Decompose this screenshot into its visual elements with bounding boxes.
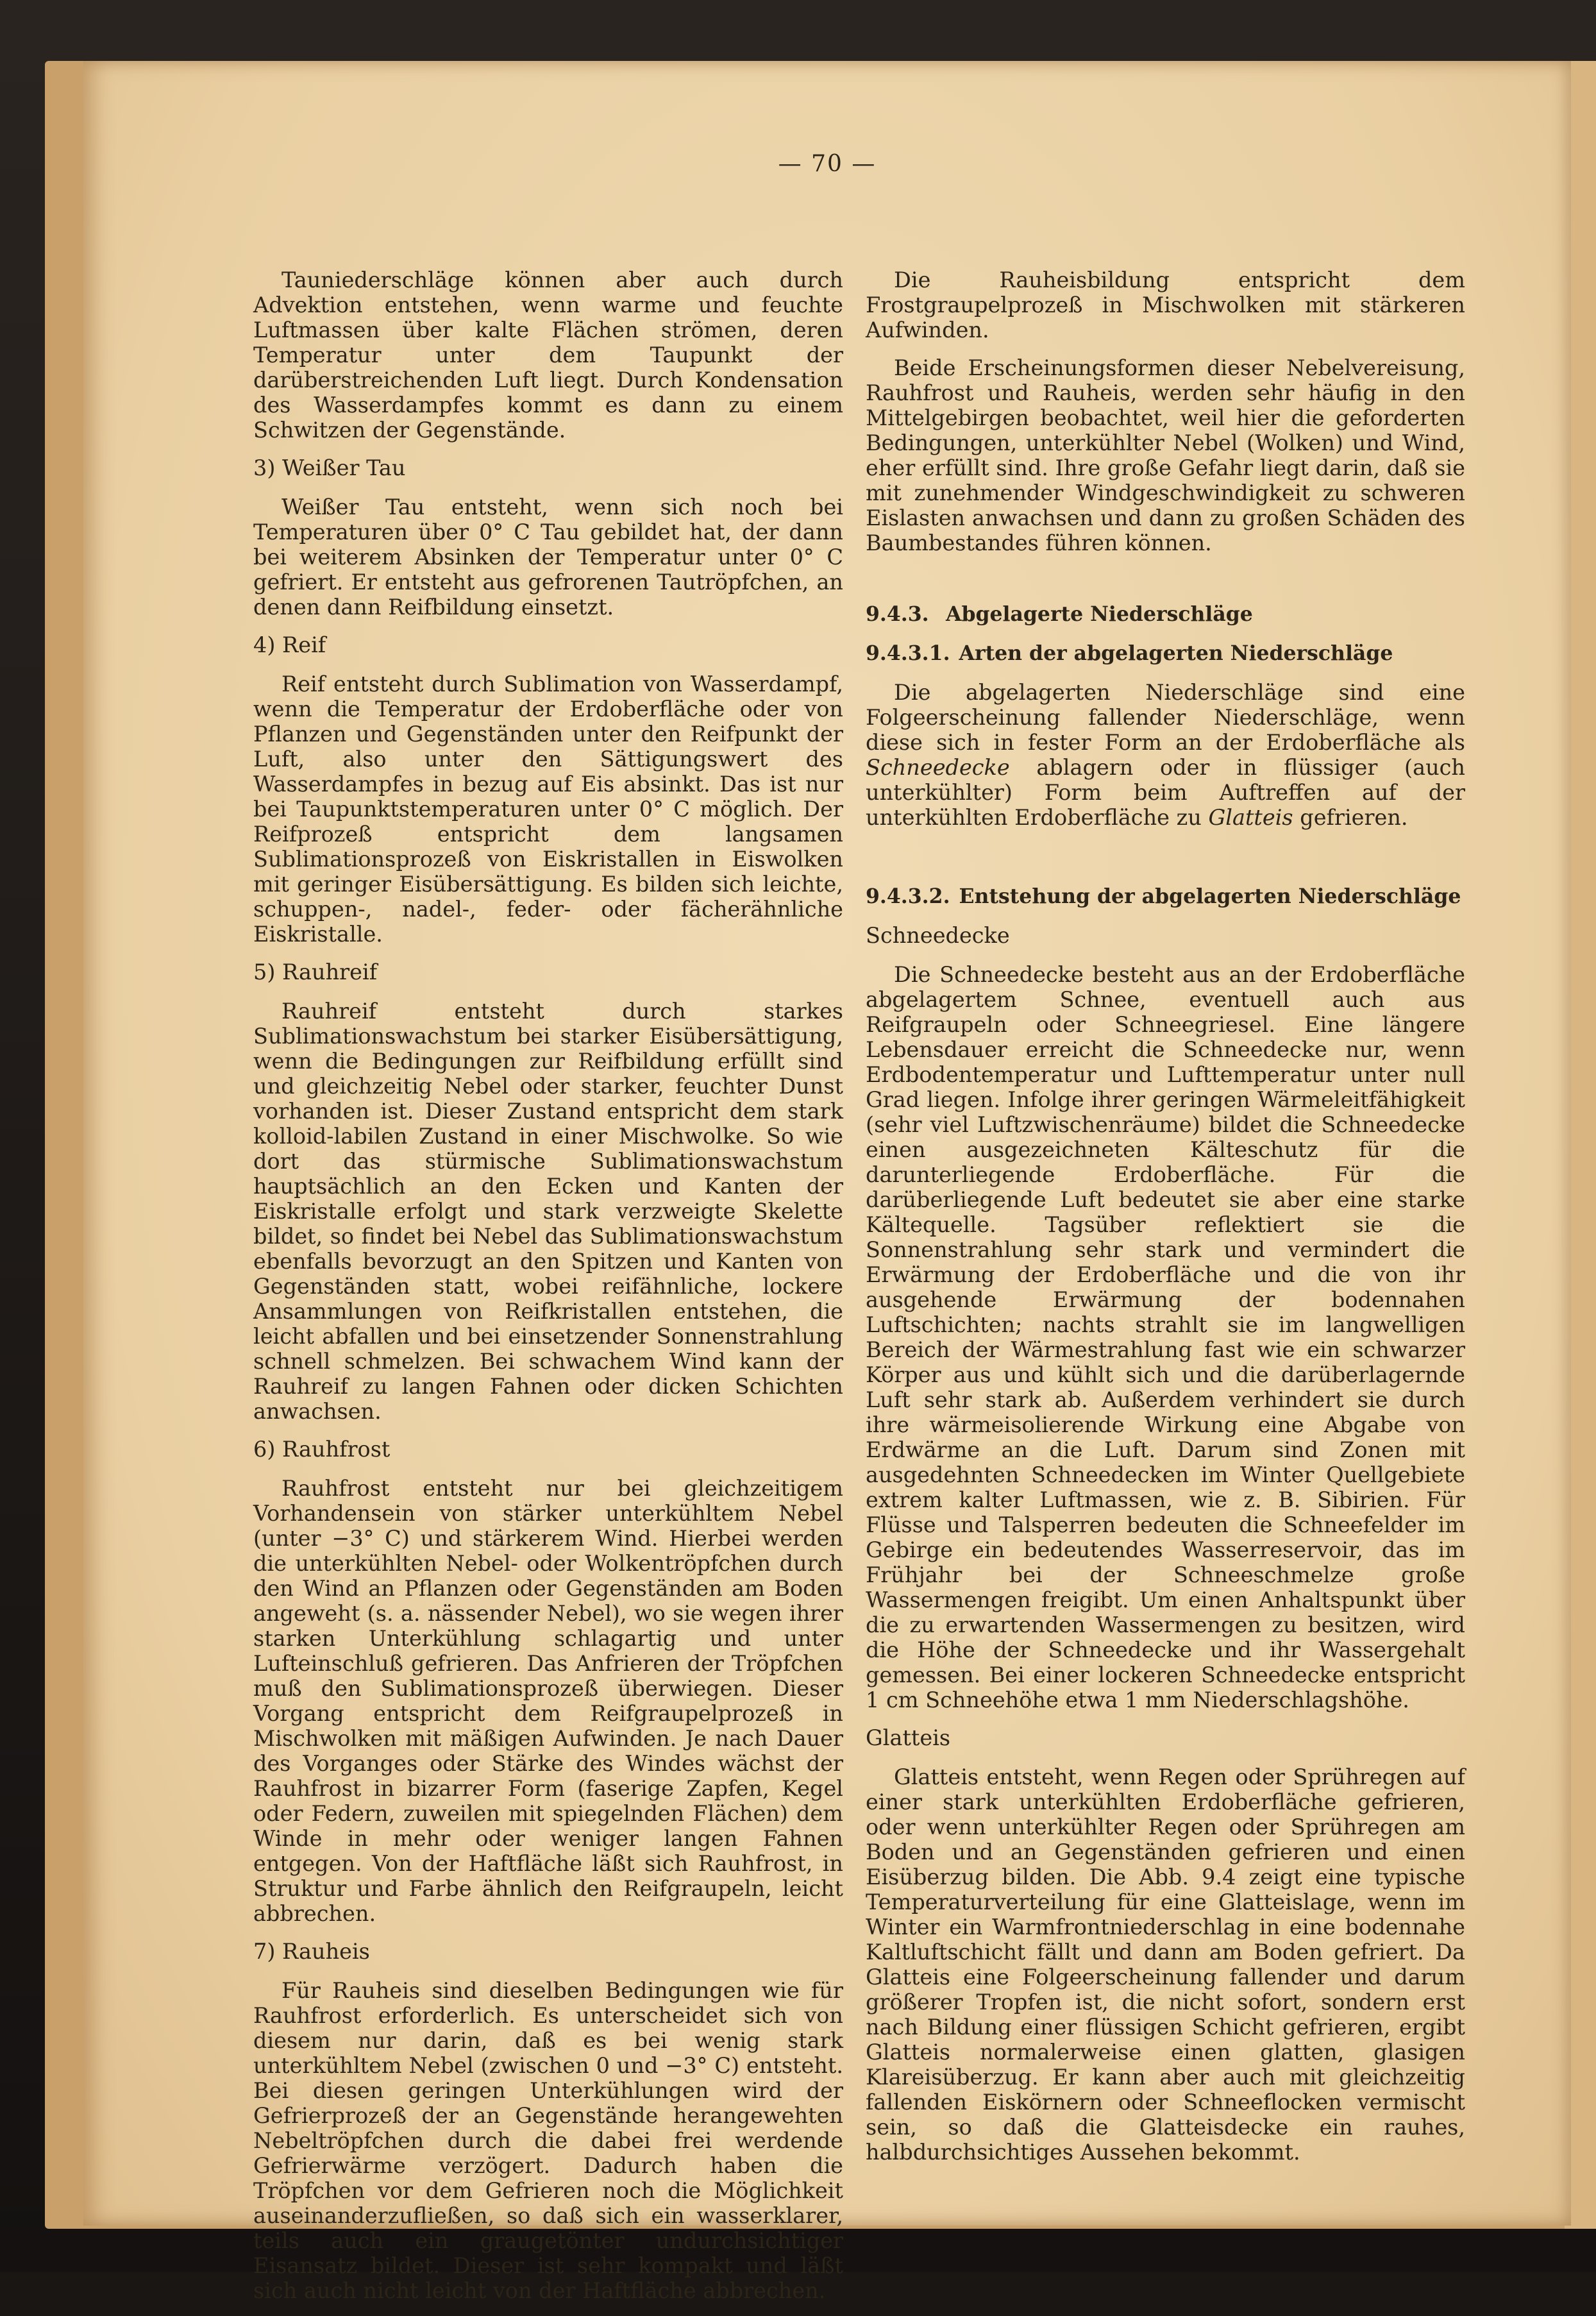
subheading-rauheis: 7) Rauheis: [253, 1939, 370, 1964]
paragraph-nebelvereisung: Beide Erscheinungsformen dieser Nebelvereisung, Rauhfrost und Rauheis, werden sehr häufig in den Mittelgebirgen beobachtet, weil hier die geforderten Bedingungen, unterkühlter Nebel (Wolken) und Wind, eher erfüllt sind. Ihre große Gefahr liegt darin, daß sie mit zunehmender Windgeschwindigkeit zu schweren Eislasten anwachsen und dann zu großen Schäden des Baumbestandes führen können.: [866, 355, 1465, 555]
section-title: Entstehung der abgelagerten Niederschläge: [959, 884, 1461, 908]
section-heading-9-4-3-1: [866, 641, 1465, 666]
paragraph-arten: Die abgelagerten Niederschläge sind eine Folgeerscheinung fallender Niederschläge, wenn diese sich in fester Form an der Erdoberfläche als Schneedecke ablagern oder in flüssiger (auch unterkühlter) Form beim Auftreffen auf der unterkühlten Erdoberfläche zu Glatteis gefrieren.: [866, 680, 1465, 830]
paragraph-rauheisbildung: Die Rauheisbildung entspricht dem Frostgraupelprozeß in Mischwolken mit stärkeren Aufwinden.: [866, 267, 1465, 342]
paragraph-tauniederschlaege: Tauniederschläge können aber auch durch Advektion entstehen, wenn warme und feuchte Luftmassen über kalte Flächen strömen, deren Temperatur unter dem Taupunkt der darüberstreichenden Luft liegt. Durch Kondensation des Wasserdampfes kommt es dann zu einem Schwitzen der Gegenstände.: [253, 267, 843, 443]
paragraph-schneedecke: Die Schneedecke besteht aus an der Erdoberfläche abgelagertem Schnee, eventuell auch aus Reifgraupeln oder Schneegriesel. Eine längere Lebensdauer erreicht die Schneedecke nur, wenn Erdbodentemperatur und Lufttemperatur unter null Grad liegen. Infolge ihrer geringen Wärmeleitfähigkeit (sehr viel Luftzwischenräume) bildet die Schneedecke einen ausgezeichneten Kälteschutz für die darunterliegende Erdoberfläche. Für die darüberliegende Luft bedeutet sie aber eine starke Kältequelle. Tagsüber reflektiert sie die Sonnenstrahlung sehr stark und vermindert die Erwärmung der Erdoberfläche und die von ihr ausgehende Erwärmung der bodennahen Luftschichten; nachts strahlt sie im langwelligen Bereich der Wärmestrahlung fast wie ein schwarzer Körper aus und kühlt sich und die darüberlagernde Luft sehr stark ab. Außerdem verhindert sie durch ihre wärmeisolierende Wirkung eine Abgabe von Erdwärme an die Luft. Darum sind Zonen mit ausgedehnten Schneedecken im Winter Quellgebiete extrem kalter Luftmassen, wie z. B. Sibirien. Für Flüsse und Talsperren bedeuten die Schneefelder im Gebirge ein bedeutendes Wasserreservoir, das im Frühjahr bei der Schneeschmelze große Wassermengen freigibt. Um einen Anhaltspunkt über die zu erwartenden Wassermengen zu besitzen, wird die Höhe der Schneedecke und ihr Wassergehalt gemessen. Bei einer lockeren Schneedecke entspricht 1 cm Schneehöhe etwa 1 mm Niederschlagshöhe.: [866, 962, 1465, 1712]
paragraph-weisser-tau: Weißer Tau entsteht, wenn sich noch bei Temperaturen über 0° C Tau gebildet hat, der dann bei weiterem Absinken der Temperatur unter 0° C gefriert. Er entsteht aus gefrorenen Tautröpfchen, an denen dann Reifbildung einsetzt.: [253, 494, 843, 620]
subheading-rauhfrost: 6) Rauhfrost: [253, 1437, 391, 1462]
subheading-schneedecke: Schneedecke: [866, 923, 1010, 948]
subheading-glatteis: Glatteis: [866, 1725, 951, 1750]
section-number: 9.4.3.: [866, 602, 929, 626]
section-number: 9.4.3.1.: [866, 641, 950, 665]
section-title: Abgelagerte Niederschläge: [946, 602, 1253, 626]
book-page: [83, 61, 1571, 2303]
term-glatteis: Glatteis: [1208, 805, 1293, 830]
section-number: 9.4.3.2.: [866, 884, 950, 908]
paragraph-glatteis: Glatteis entsteht, wenn Regen oder Sprühregen auf einer stark unterkühlten Erdoberfläche gefrieren, oder wenn unterkühlter Regen oder Sprühregen am Boden und an Gegenständen gefrieren und einen Eisüberzug bilden. Die Abb. 9.4 zeigt eine typische Temperaturverteilung für eine Glatteislage, wenn im Winter ein Warmfrontniederschlag in eine bodennahe Kaltluftschicht fällt und dann am Boden gefriert. Da Glatteis eine Folgeerscheinung fallender und darum größerer Tropfen ist, die nicht sofort, sondern erst nach Bildung einer flüssigen Schicht gefrieren, ergibt Glatteis normalerweise einen glatten, glasigen Klareisüberzug. Er kann aber auch mit gleichzeitig fallenden Eiskörnern oder Schneeflocken vermischt sein, so daß die Glatteisdecke ein rauhes, halbdurchsichtiges Aussehen bekommt.: [866, 1764, 1465, 2165]
term-schneedecke: Schneedecke: [866, 755, 1010, 780]
paragraph-rauhfrost: Rauhfrost entsteht nur bei gleichzeitigem Vorhandensein von stärker unterkühltem Nebel (unter −3° C) und stärkerem Wind. Hierbei werden die unterkühlten Nebel- oder Wolkentröpfchen durch den Wind an Pflanzen oder Gegenständen am Boden angeweht (s. a. nässender Nebel), wo sie wegen ihrer starken Unterkühlung schlagartig und unter Lufteinschluß gefrieren. Das Anfrieren der Tröpfchen muß den Sublimationsprozeß überwiegen. Dieser Vorgang entspricht dem Reifgraupelprozeß in Mischwolken mit mäßigen Aufwinden. Je nach Dauer des Vorganges oder Stärke des Windes wächst der Rauhfrost in bizarrer Form (faserige Zapfen, Kegel oder Federn, zuweilen mit spiegelnden Flächen) dem Winde in mehr oder weniger langen Fahnen entgegen. Von der Haftfläche läßt sich Rauhfrost, in Struktur und Farbe ähnlich den Reifgraupeln, leicht abbrechen.: [253, 1476, 843, 1926]
subheading-rauhreif: 5) Rauhreif: [253, 959, 378, 985]
page-number: — 70 —: [778, 151, 877, 177]
paragraph-rauheis: Für Rauheis sind dieselben Bedingungen wie für Rauhfrost erforderlich. Es unterscheidet sich von diesem nur darin, daß es bei wenig stark unterkühltem Nebel (zwischen 0 und −3° C) entsteht. Bei diesen geringen Unterkühlungen wird der Gefrierprozeß der an Gegenstände herangewehten Nebeltröpfchen durch die dabei frei werdende Gefrierwärme verzögert. Dadurch haben die Tröpfchen vor dem Gefrieren noch die Möglichkeit auseinanderzufließen, so daß sich ein wasserklarer, teils auch ein graugetönter undurchsichtiger Eisansatz bildet. Dieser ist sehr kompakt und läßt sich auch nicht leicht von der Haftfläche abbrechen.: [253, 1978, 843, 2303]
left-column: [253, 267, 843, 2316]
paragraph-reif: Reif entsteht durch Sublimation von Wasserdampf, wenn die Temperatur der Erdoberfläche oder von Pflanzen und Gegenständen unter den Reifpunkt der Luft, also unter den Sättigungswert des Wasserdampfes in bezug auf Eis absinkt. Das ist nur bei Taupunktstemperaturen unter 0° C möglich. Der Reifprozeß entspricht dem langsamen Sublimationsprozeß von Eiskristallen in Eiswolken mit geringer Eisübersättigung. Es bilden sich leichte, schuppen-, nadel-, feder- oder fächerähnliche Eiskristalle.: [253, 672, 843, 947]
paragraph-rauhreif: Rauhreif entsteht durch starkes Sublimationswachstum bei starker Eisübersättigung, wenn die Bedingungen zur Reifbildung erfüllt sind und gleichzeitig Nebel oder starker, feuchter Dunst vorhanden ist. Dieser Zustand entspricht dem stark kolloid-labilen Zustand in einer Mischwolke. So wie dort das stürmische Sublimationswachstum hauptsächlich an den Ecken und Kanten der Eiskristalle erfolgt und stark verzweigte Skelette bildet, so findet bei Nebel das Sublimationswachstum ebenfalls bevorzugt an den Spitzen und Kanten von Gegenständen statt, wobei reifähnliche, lockere Ansammlungen von Reifkristallen entstehen, die leicht abfallen und bei einsetzender Sonnenstrahlung schnell schmelzen. Bei schwachem Wind kann der Rauhreif zu langen Fahnen oder dicken Schichten anwachsen.: [253, 999, 843, 1424]
section-heading-9-4-3-2: [866, 884, 1465, 909]
section-heading-9-4-3: [866, 602, 1465, 627]
right-column: [866, 267, 1465, 2177]
section-title: Arten der abgelagerten Niederschläge: [959, 641, 1393, 665]
subheading-reif: 4) Reif: [253, 632, 326, 657]
subheading-weisser-tau: 3) Weißer Tau: [253, 455, 406, 480]
